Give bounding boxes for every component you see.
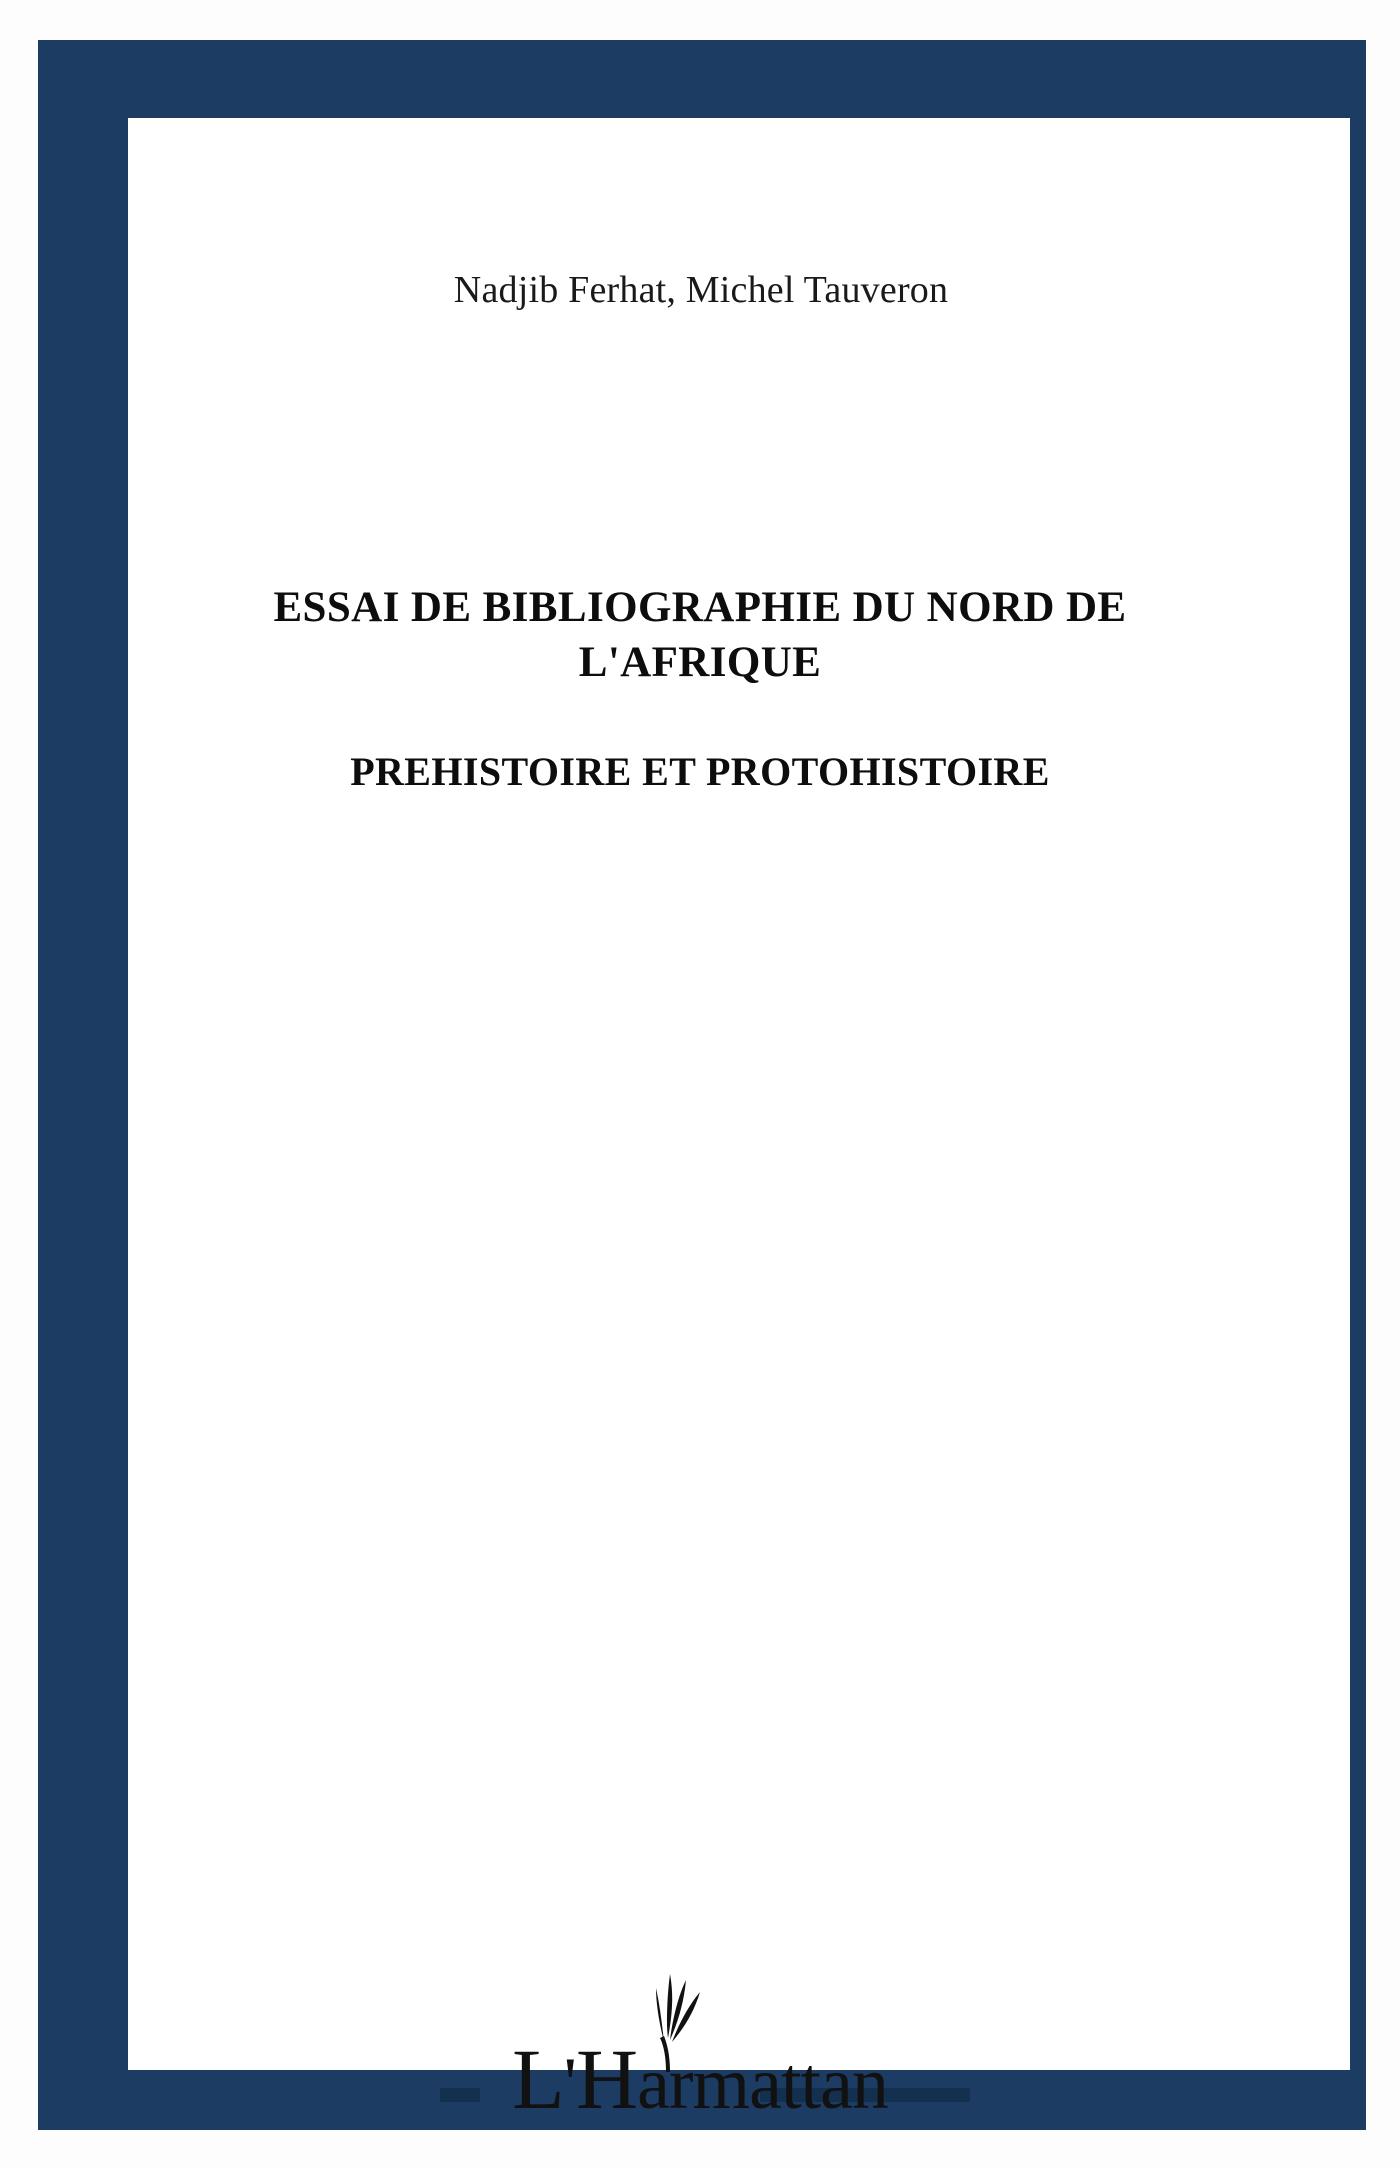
cover-border-frame (38, 40, 1366, 2130)
publisher-initial: H (575, 2031, 638, 2127)
authors-line: Nadjib Ferhat, Michel Tauveron (453, 269, 949, 311)
publisher-logo (0, 1982, 1400, 2132)
publisher-apostrophe: ' (563, 2043, 576, 2125)
title-line-2: L'AFRIQUE (578, 639, 822, 687)
publisher-prefix: L (512, 2031, 564, 2127)
title-main (130, 580, 1270, 690)
title-block (130, 580, 1270, 795)
publisher-rest: armattan (637, 2043, 888, 2125)
publisher-name (0, 2031, 1400, 2127)
subtitle: PREHISTOIRE ET PROTOHISTOIRE (350, 749, 1050, 795)
cover-inner-area (128, 118, 1350, 2070)
title-line-1: ESSAI DE BIBLIOGRAPHIE DU NORD DE (273, 584, 1127, 631)
